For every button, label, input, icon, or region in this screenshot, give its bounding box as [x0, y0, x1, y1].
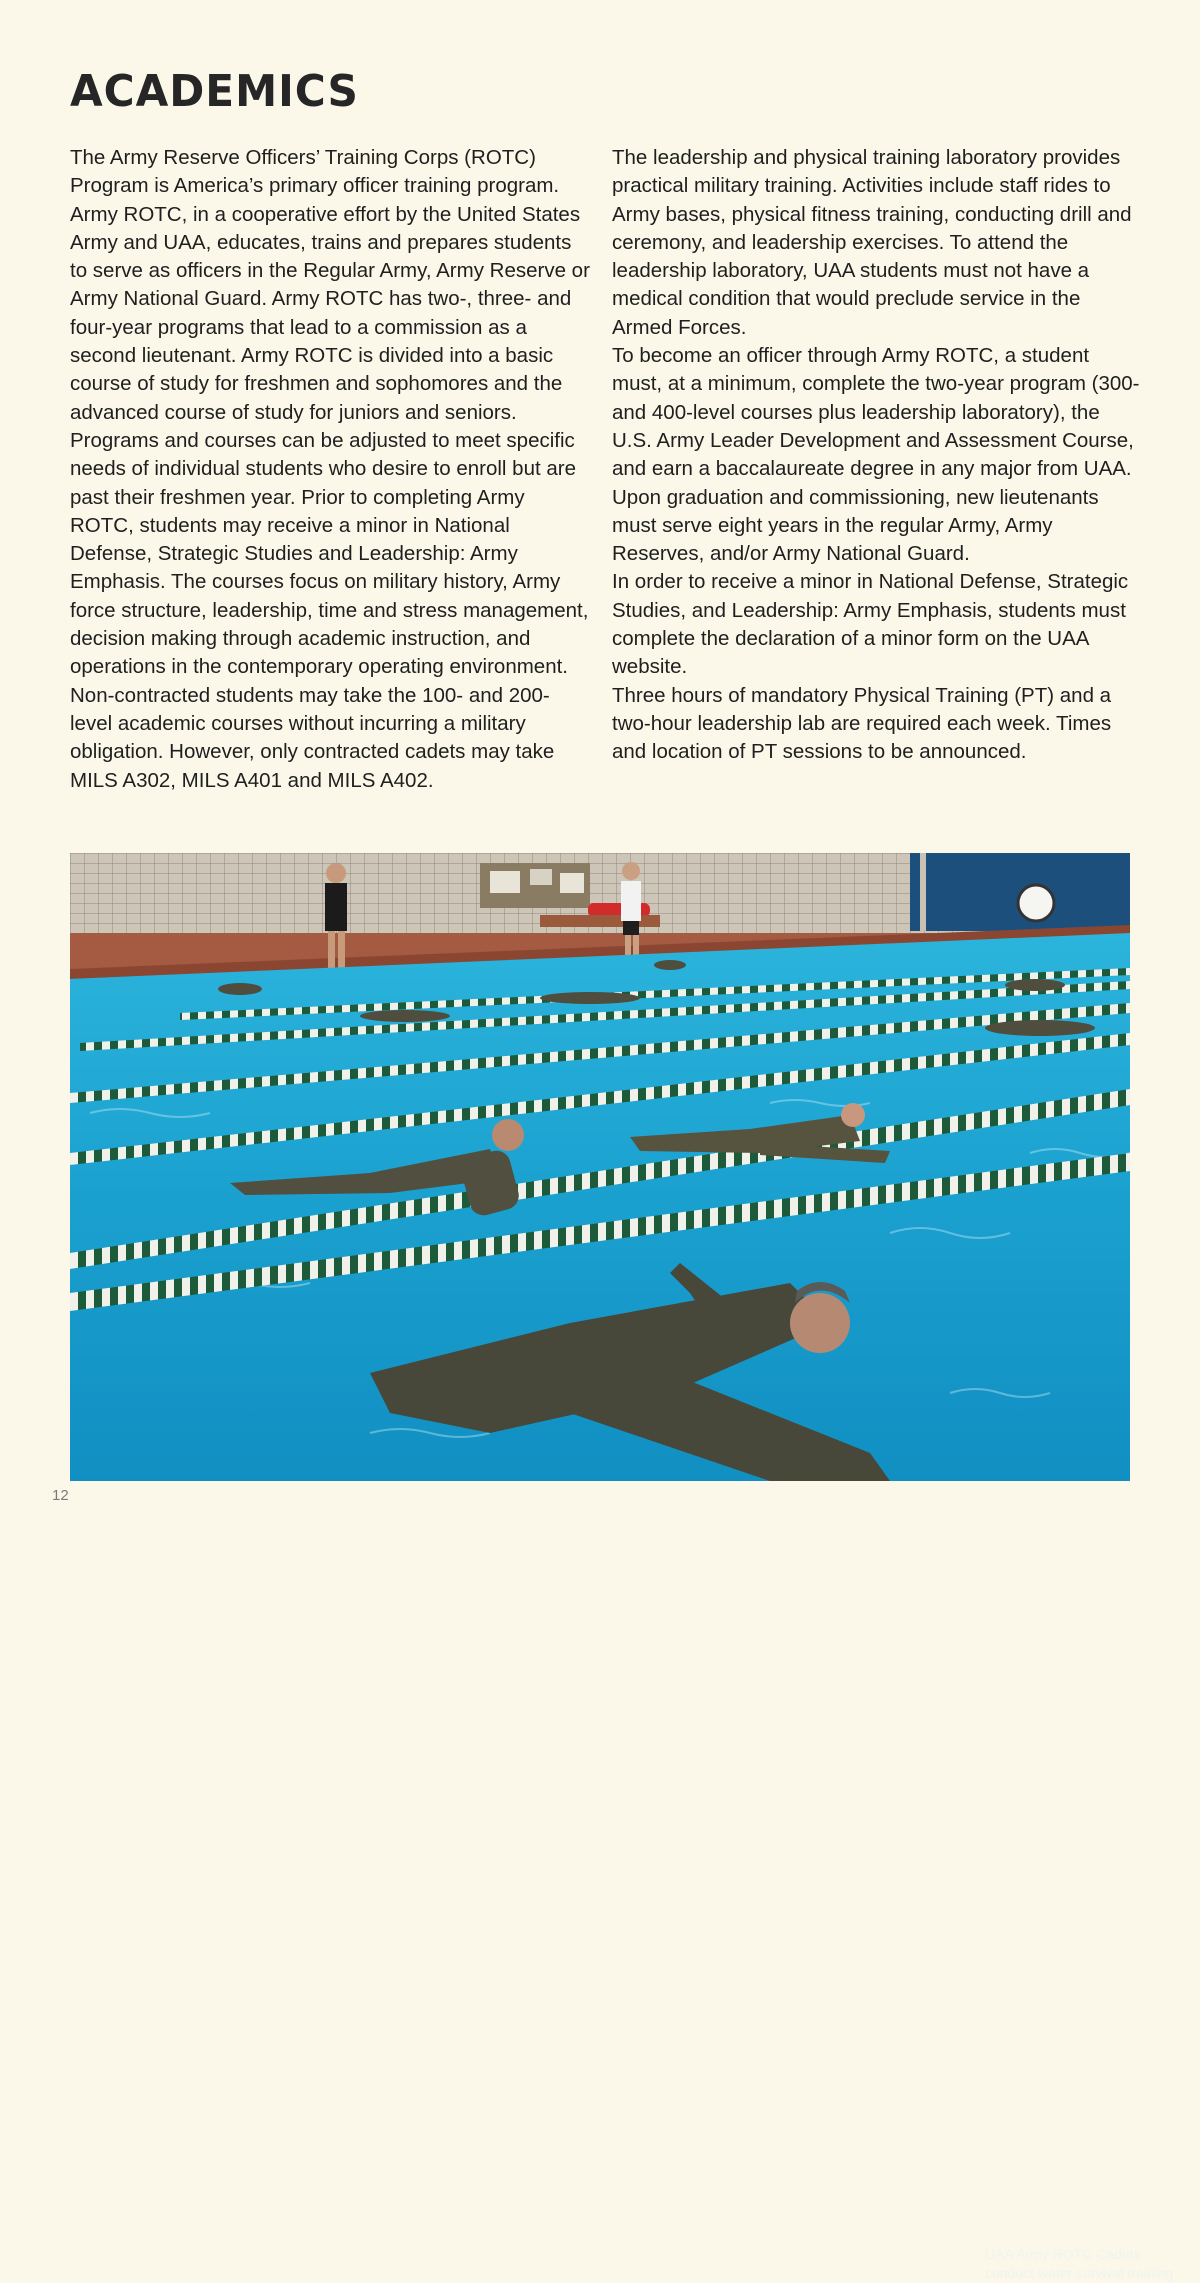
pool-training-photo — [70, 853, 1174, 2281]
right-paragraph-2: To become an officer through Army ROTC, a student must, at a minimum, complete the two-year program (300- and 400-level courses plus leadership laboratory), the U.S. Army Leader Development and Assessment Course, and earn a baccalaureate degree in any major from UAA. Upon graduation and commissioning, new lieutenants must serve eight years in the regular Army, Army Reserves, and/or Army National Guard. — [612, 344, 1140, 566]
page-title: ACADEMICS — [70, 66, 359, 117]
right-paragraph-1: The leadership and physical training laboratory provides practical military training. Activities include staff rides to Army bases, physical fitness training, conducting drill and ceremony, and leadership exercises. To attend the leadership laboratory, UAA students must not have a medical condition that would preclude service in the Armed Forces. — [612, 146, 1132, 339]
left-text-column — [70, 144, 590, 795]
bench — [540, 915, 660, 927]
page-number: 12 — [52, 1487, 69, 1504]
right-text-column — [612, 144, 1142, 767]
right-paragraph-4: Three hours of mandatory Physical Training (PT) and a two-hour leadership lab are required each week. Times and location of PT sessions to be announced. — [612, 683, 1112, 764]
photo-caption: UAA Army ROTC Cadets conduct water survival training — [985, 2246, 1174, 2281]
right-paragraph-3: In order to receive a minor in National Defense, Strategic Studies, and Leadership: Army Emphasis, students must complete the declaration of a minor form on the UAA website. — [612, 570, 1129, 679]
left-paragraph-1: The Army Reserve Officers’ Training Corps (ROTC) Program is America’s primary officer training program. Army ROTC, in a cooperative effort by the United States Army and UAA, educates, trains and prepares students to serve as officers in the Regular Army, Army Reserve or Army National Guard. Army ROTC has two-, three- and four-year programs that lead to a commission as a second lieutenant. Army ROTC is divided into a basic course of study for freshmen and sophomores and the advanced course of study for juniors and seniors. Programs and courses can be adjusted to meet specific needs of individual students who desire to enroll but are past their freshmen year. Prior to completing Army ROTC, students may receive a minor in National Defense, Strategic Studies and Leadership: Army Emphasis. The courses focus on military history, Army force structure, leadership, time and stress management, decision making through academic instruction, and operations in the contemporary operating environment. Non-contracted students may take the 100- and 200-level academic courses without incurring a military obligation. However, only contracted cadets may take MILS A302, MILS A401 and MILS A402. — [70, 146, 590, 792]
wall-clock — [1018, 885, 1054, 921]
